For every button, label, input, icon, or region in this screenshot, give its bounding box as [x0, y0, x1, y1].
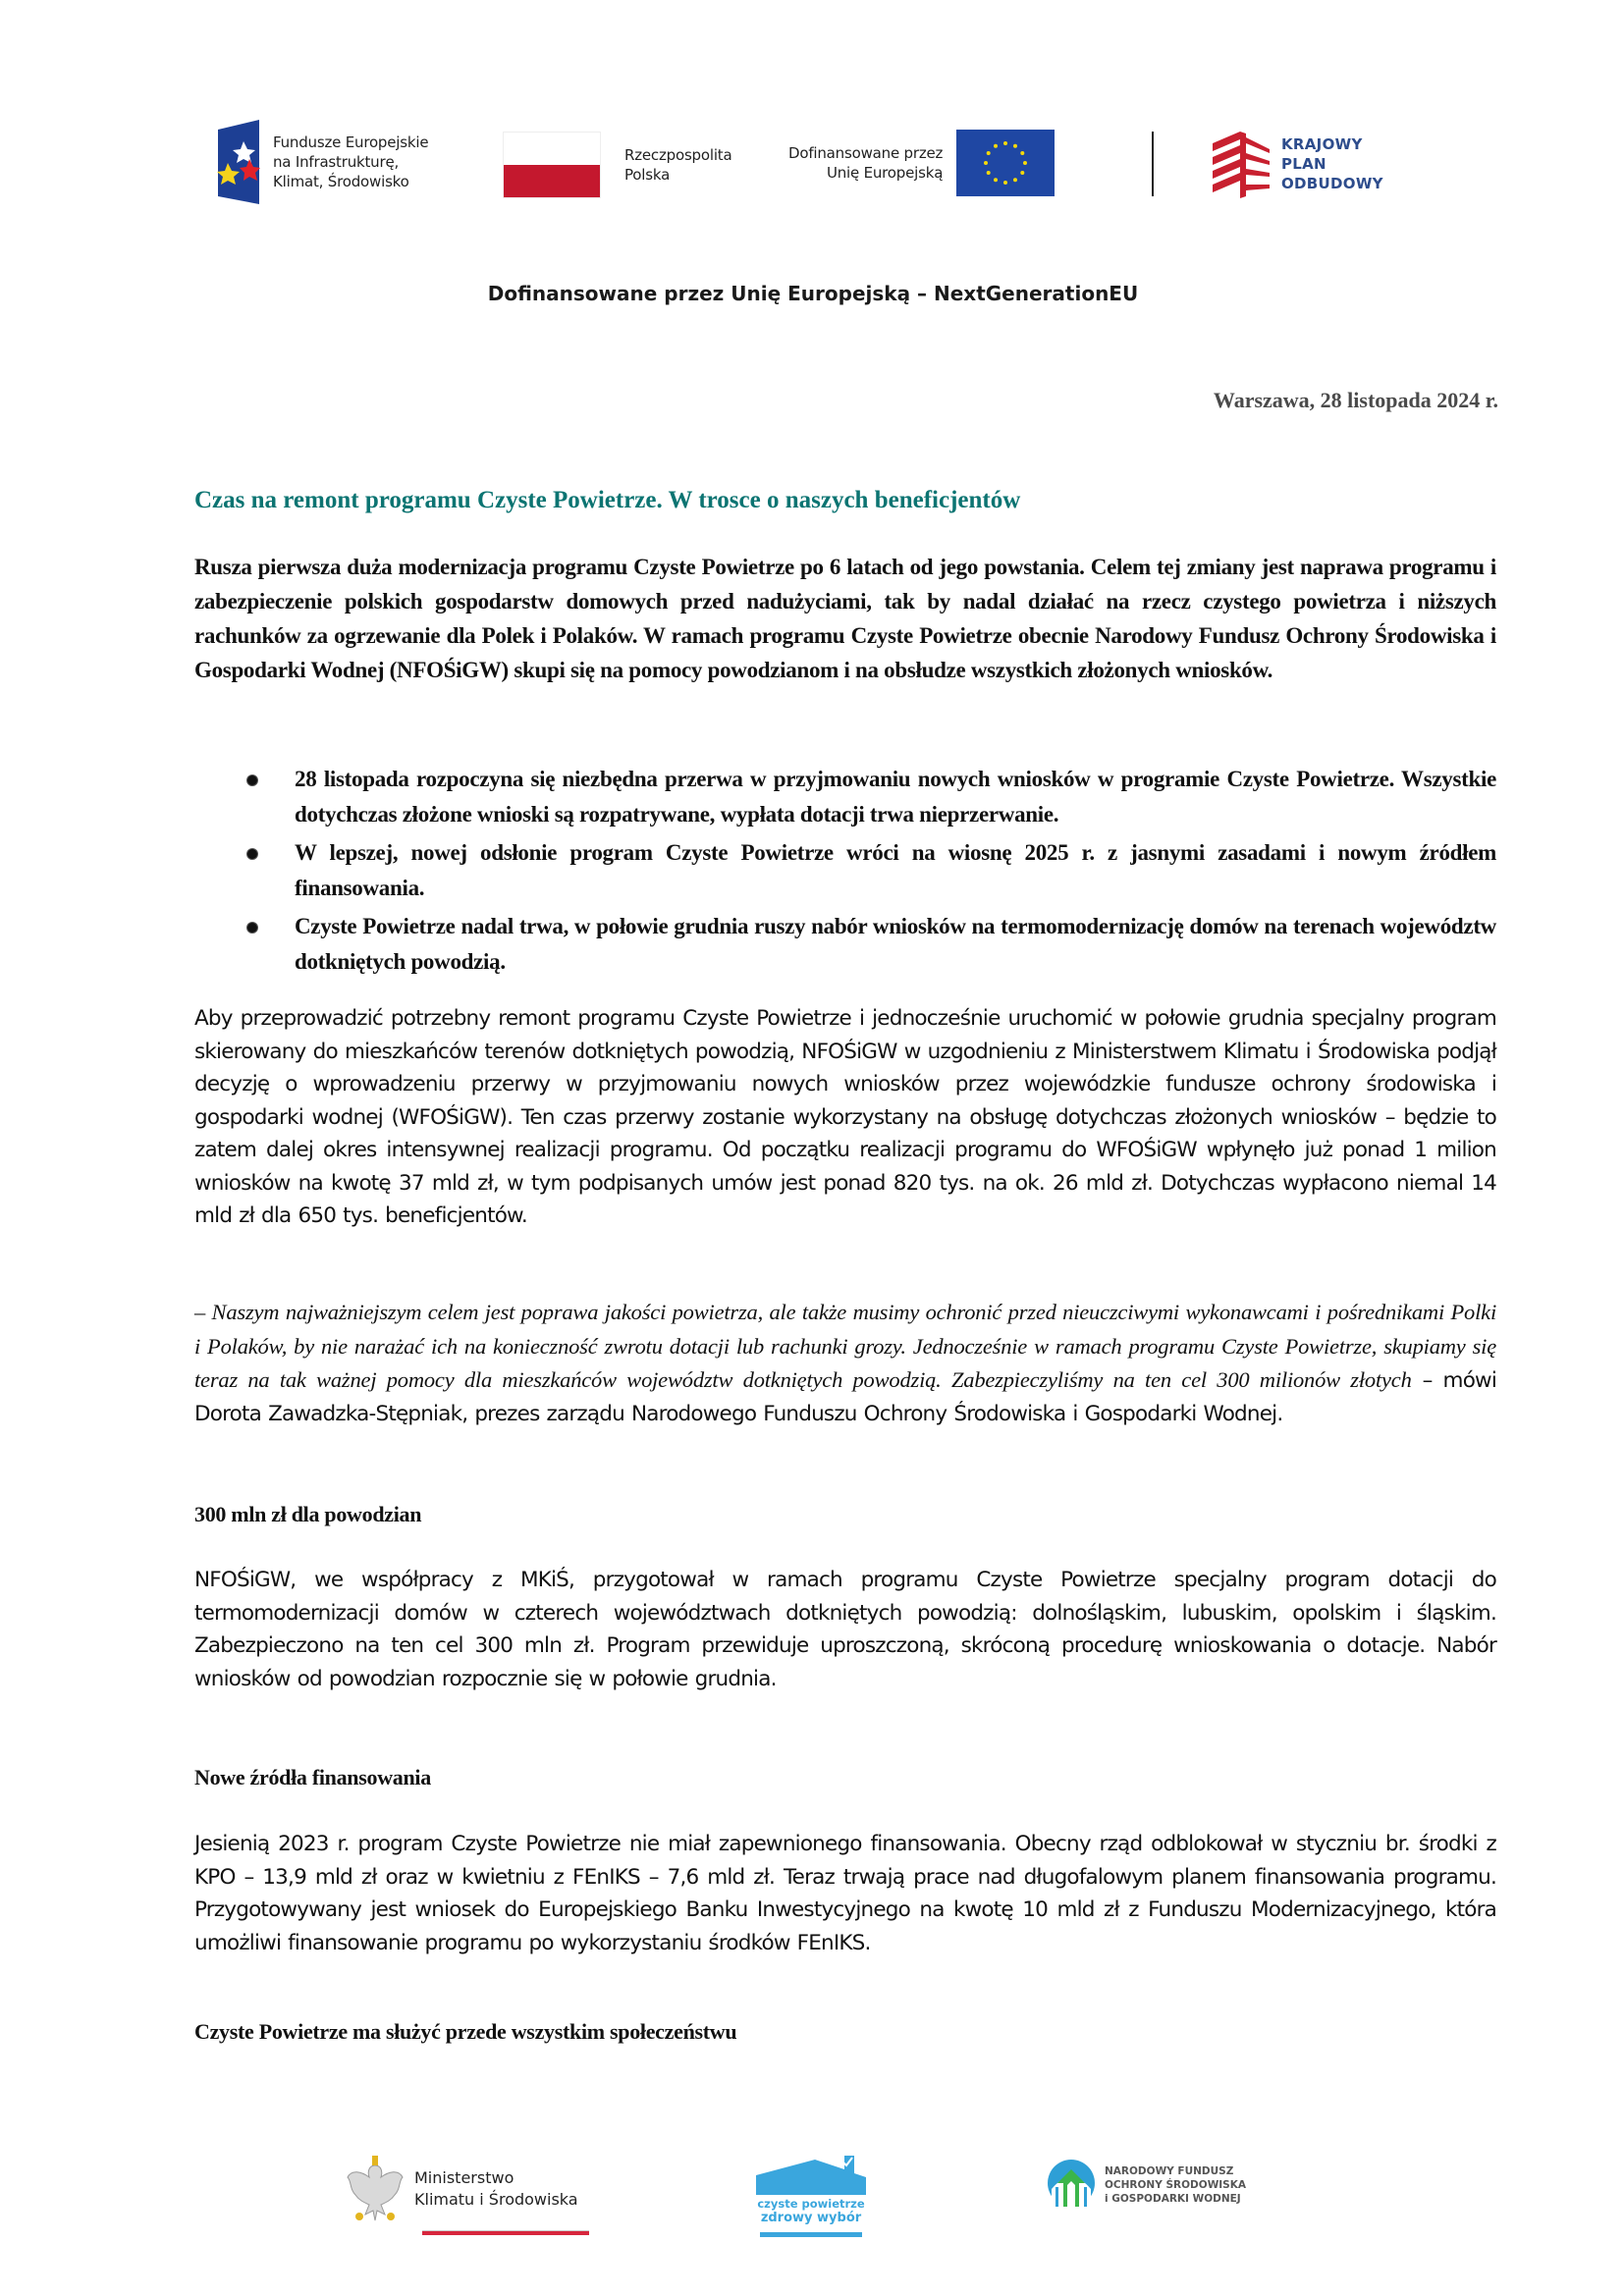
mkis-logo	[344, 2152, 578, 2226]
section-heading-society: Czyste Powietrze ma służyć przede wszystkim społeczeństwu	[194, 2019, 737, 2044]
mkis-red-underline	[422, 2230, 589, 2235]
eu-logo	[788, 130, 1055, 196]
body-paragraph-funding: Jesienią 2023 r. program Czyste Powietrze nie miał zapewnionego finansowania. Obecny rząd odblokował w styczniu br. środki z KPO – 13,9 mld zł oraz w kwietniu z FEnIKS – 7,6 mld zł. Teraz trwają prace nad długofalowym planem finansowania programu. Przygotowywany jest wniosek do Europejskiego Banku Inwestycyjnego na kwotę 10 mld zł z Funduszu Modernizacyjnego, która umożliwi finansowanie programu po wykorzystaniu środków FEnIKS.	[194, 1832, 1496, 1955]
fe-star-logo-icon	[214, 120, 261, 204]
cp-logo-line1: czyste powietrze	[757, 2197, 865, 2211]
body-paragraph-1: Aby przeprowadzić potrzebny remont programu Czyste Powietrze i jednocześnie uruchomić w połowie grudnia specjalny program skierowany do mieszkańców terenów dotkniętych powodzią, NFOŚiGW w uzgodnieniu z Ministerstwem Klimatu i Środowiska podjął decyzję o wprowadzeniu przerwy w przyjmowaniu nowych wniosków przez wojewódzkie fundusze ochrony środowiska i gospodarki wodnej (WFOŚiGW). Ten czas przerwy zostanie wykorzystany na obsługę dotychczas złożonych wniosków – będzie to zatem dalej okres intensywnej realizacji programu. Od początku realizacji programu do WFOŚiGW wpłynęło już ponad 1 milion wniosków na kwotę 37 mld zł, w tym podpisanych umów jest ponad 820 tys. na ok. 26 mld zł. Dotychczas wypłacono niemal 14 mld zł dla 650 tys. beneficjentów.	[194, 1006, 1496, 1228]
page-title: Czas na remont programu Czyste Powietrze. W trosce o naszych beneficjentów	[194, 487, 1021, 513]
list-item: 28 listopada rozpoczyna się niezbędna przerwa w przyjmowaniu nowych wniosków w programie Czyste Powietrze. Wszystkie dotychczas złożone wnioski są rozpatrywane, wypłata dotacji trwa nieprzerwanie.	[236, 762, 1496, 832]
section-heading-flood: 300 mln zł dla powodzian	[194, 1502, 422, 1526]
rp-logo	[503, 132, 731, 198]
kpo-logo	[1211, 130, 1383, 198]
nfosigw-logo-text: NARODOWY FUNDUSZ OCHRONY ŚRODOWISKA i GOSPODARKI WODNEJ	[1105, 2165, 1247, 2205]
kpo-logo-icon	[1211, 130, 1272, 198]
key-points-list	[236, 762, 1496, 983]
logo-divider	[1152, 132, 1154, 196]
lead-paragraph: Rusza pierwsza duża modernizacja programu Czyste Powietrze po 6 latach od jego powstania. Celem tej zmiany jest naprawa programu i zabezpieczenie polskich gospodarstw domowych przed nadużyciami, tak by nadal działać na rzecz czystego powietrza i niższych rachunków za ogrzewanie dla Polek i Polaków. W ramach programu Czyste Powietrze obecnie Narodowy Fundusz Ochrony Środowiska i Gospodarki Wodnej (NFOŚiGW) skupi się na pomocy powodzianom i na obsłudze wszystkich złożonych wniosków.	[194, 555, 1496, 682]
fe-logo	[214, 120, 428, 204]
quote-attribution: – mówi Dorota Zawadzka-Stępniak, prezes zarządu Narodowego Funduszu Ochrony Środowiska i Gospodarki Wodnej.	[194, 1368, 1497, 1426]
nextgen-eu-caption: Dofinansowane przez Unię Europejską – NextGenerationEU	[487, 282, 1139, 305]
kpo-logo-text: KRAJOWY PLAN ODBUDOWY	[1281, 135, 1383, 192]
nfosigw-logo	[1046, 2160, 1246, 2211]
eu-flag-icon	[956, 130, 1055, 196]
bullet-icon	[247, 923, 257, 933]
section-heading-funding: Nowe źródła finansowania	[194, 1765, 431, 1789]
nfosigw-logo-icon	[1046, 2160, 1097, 2211]
fe-logo-text: Fundusze Europejskie na Infrastrukturę, Klimat, Środowisko	[273, 133, 429, 190]
bullet-icon	[247, 775, 257, 785]
polish-eagle-icon	[344, 2152, 406, 2226]
header-logo-bar	[214, 116, 1422, 214]
rp-logo-text: Rzeczpospolita Polska	[624, 146, 732, 184]
cp-logo-underline	[760, 2232, 862, 2237]
polish-flag-icon	[503, 132, 601, 198]
list-item: Czyste Powietrze nadal trwa, w połowie grudnia ruszy nabór wniosków na termomodernizację domów na terenach województw dotkniętych powodzią.	[236, 909, 1496, 980]
list-item: W lepszej, nowej odsłonie program Czyste Powietrze wróci na wiosnę 2025 r. z jasnymi zasadami i nowym źródłem finansowania.	[236, 835, 1496, 906]
body-paragraph-flood: NFOŚiGW, we współpracy z MKiŚ, przygotował w ramach programu Czyste Powietrze specjalny program dotacji do termomodernizacji domów w czterech województwach dotkniętych powodzią: dolnośląskim, lubuskim, opolskim i śląskim. Zabezpieczono na ten cel 300 mln zł. Program przewiduje uproszczoną, skróconą procedurę wnioskowania o dotacje. Nabór wniosków od powodzian rozpocznie się w połowie grudnia.	[194, 1568, 1496, 1691]
footer-logo-bar	[344, 2152, 1286, 2250]
quote-paragraph	[194, 1296, 1496, 1430]
eu-logo-text: Dofinansowane przez Unię Europejską	[788, 144, 944, 182]
quote-text: – Naszym najważniejszym celem jest poprawa jakości powietrza, ale także musimy ochronić przed nieuczciwymi wykonawcami i pośrednikami Polki i Polaków, by nie narażać ich na konieczność zwrotu dotacji lub rachunki grozy. Jednocześnie w ramach programu Czyste Powietrze, skupiamy się teraz na tak ważnej pomocy dla mieszkańców województw dotkniętych powodzią. Zabezpieczyliśmy na ten cel 300 milionów złotych	[194, 1300, 1496, 1392]
cp-logo-line2: zdrowy wybór	[760, 2211, 862, 2225]
document-date: Warszawa, 28 listopada 2024 r.	[1213, 388, 1498, 412]
house-roof-check-icon	[756, 2154, 866, 2195]
czyste-powietrze-logo	[756, 2154, 866, 2240]
mkis-logo-text: Ministerstwo Klimatu i Środowiska	[414, 2168, 578, 2209]
bullet-icon	[247, 849, 257, 859]
